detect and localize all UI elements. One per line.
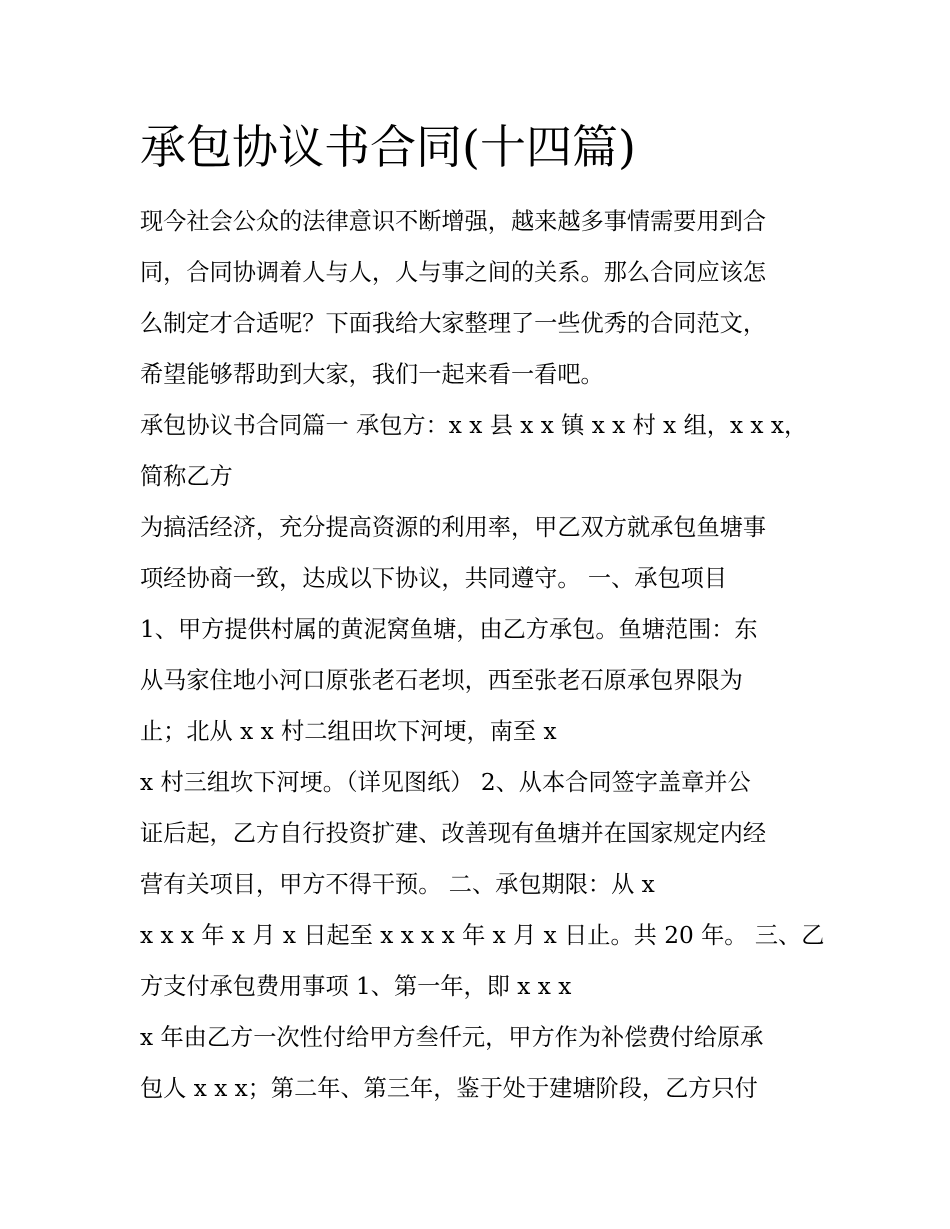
body-line-10: 从马家住地小河口原张老石老坝，西至张老石原承包界限为 — [140, 667, 743, 694]
body-line-1: 现今社会公众的法律意识不断增强，越来越多事情需要用到合 — [140, 208, 767, 235]
body-line-14: 营有关项目，甲方不得干预。 二、承包期限：从 x — [140, 871, 655, 898]
body-line-3: 么制定才合适呢？下面我给大家整理了一些优秀的合同范文， — [140, 310, 767, 337]
body-line-5: 承包协议书合同篇一 承包方：x x 县 x x 镇 x x 村 x 组，x x x， — [140, 412, 808, 439]
body-line-13: 证后起，乙方自行投资扩建、改善现有鱼塘并在国家规定内经 — [140, 820, 767, 847]
body-line-16: 方支付承包费用事项 1、第一年，即 x x x — [140, 973, 572, 1000]
body-line-9: 1、甲方提供村属的黄泥窝鱼塘，由乙方承包。鱼塘范围：东 — [140, 616, 758, 643]
body-line-8: 项经协商一致，达成以下协议，共同遵守。 一、承包项目 — [140, 565, 728, 592]
body-line-4: 希望能够帮助到大家，我们一起来看一看吧。 — [140, 361, 604, 388]
body-line-6: 简称乙方 — [140, 463, 233, 490]
body-line-11: 止；北从 x x 村二组田坎下河埂，南至 x — [140, 718, 557, 745]
body-line-15: x x x 年 x 月 x 日起至 x x x x 年 x 月 x 日止。共 20 年。 三、乙 — [140, 922, 825, 949]
document-title: 承包协议书合同(十四篇) — [140, 120, 636, 174]
body-line-18: 包人 x x x；第二年、第三年，鉴于处于建塘阶段，乙方只付 — [140, 1075, 758, 1102]
body-line-7: 为搞活经济，充分提高资源的利用率，甲乙双方就承包鱼塘事 — [140, 514, 767, 541]
body-line-17: x 年由乙方一次性付给甲方叁仟元，甲方作为补偿费付给原承 — [140, 1024, 764, 1051]
body-line-2: 同，合同协调着人与人，人与事之间的关系。那么合同应该怎 — [140, 259, 767, 286]
body-line-12: x 村三组坎下河埂。（详见图纸） 2、从本合同签字盖章并公 — [140, 769, 751, 796]
